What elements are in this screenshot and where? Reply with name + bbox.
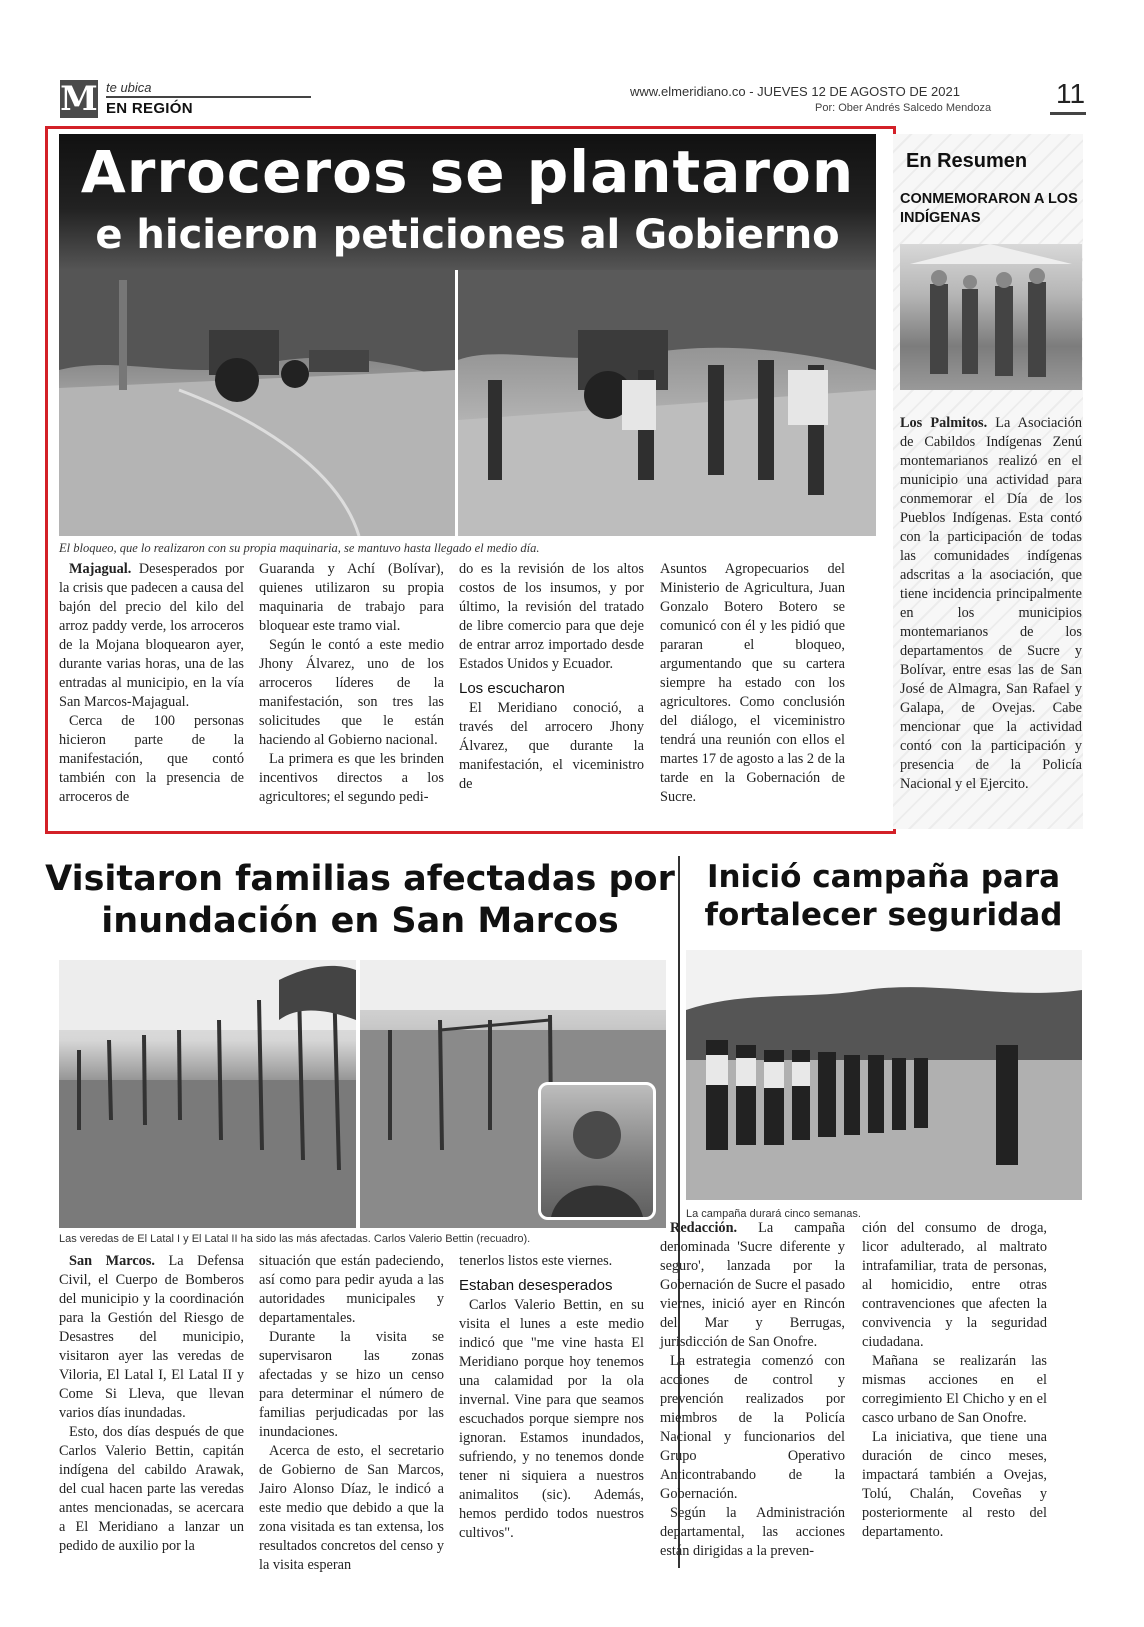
dateline: Majagual. (69, 561, 132, 577)
security-col-1-p2: La estrategia comenzó con acciones de control y prevención realizados por miembros de la Policía Nacional y funcionarios del Grupo Operativo Anticontrabando de la Gobernación. (660, 1353, 845, 1502)
main-headline-line-1: Arroceros se plantaron (80, 138, 855, 206)
byline: Por: Ober Andrés Salcedo Mendoza (815, 102, 992, 114)
security-col-1-p3: Según la Administración departamental, las acciones están dirigidas a la preven- (660, 1505, 845, 1559)
paragraph-text: La Defensa Civil, el Cuerpo de Bomberos del municipio y la coordinación para la Gestión del Riesgo de Desastres del municipio, visitaron ayer las veredas de Viloria, El Latal I, El Latal II y Come Si Lleva, que llevan varios días inundadas. (59, 1253, 244, 1421)
sidebar-text (900, 414, 1082, 794)
masthead-date: www.elmeridiano.co - JUEVES 12 DE AGOSTO DE 2021 (630, 84, 960, 99)
flood-col-3-p2: Carlos Valerio Bettin, en su visita el lunes a este medio indicó que "me vine hasta El Meridiano porque hoy tenemos una calamidad por la ola invernal. Vine para que seamos escuchados porque siempre nos ignoran. Estamos inundados, sufriendo, y no tenemos donde tener ni siquiera a nuestros animalitos (sic). Además, hemos perdido todos nuestros cultivos". (459, 1297, 644, 1541)
sidebar-title: En Resumen (906, 150, 1028, 172)
flood-photo-caption: Las veredas de El Latal I y El Latal II ha sido las más afectadas. Carlos Valerio Bettin (recuadro). (59, 1233, 531, 1245)
security-dateline: Redacción. (670, 1220, 738, 1236)
paragraph-text: La Asociación de Cabildos Indígenas Zenú montemarianos realizó en el municipio una actividad para conmemorar el Día de los Pueblos Indígenas. Esta contó con la participación de todas las comunidades indígenas adscritas a la asociación, que tiene incidencia principalmente en los municipios montemarianos de los departamentos de Sucre y Bolívar, entre esas las de San José de Almagra, San Rafael y Galapa, de Ovejas. Cabe mencionar que la actividad contó con la participación y presencia de la Policía Nacional y el Ejercito. (900, 415, 1082, 792)
security-headline: Inició campaña para fortalecer seguridad (704, 859, 1063, 933)
section-subtitle: te ubica (106, 80, 152, 95)
main-col-2-p2: Según le contó a este medio Jhony Álvarez, uno de los arroceros líderes de la manifestación, son tres las solicitudes que le están haciendo al Gobierno nacional. (259, 637, 444, 748)
main-col-3-p2: El Meridiano conoció, a través del arrocero Jhony Álvarez, que durante la manifestación, el viceministro de (459, 700, 644, 792)
main-col-2-p1: Guaranda y Achí (Bolívar), quienes utilizaron su propia maquinaria de trabajo para bloquear este tramo vial. (259, 561, 444, 634)
security-col-2-p1: ción del consumo de droga, licor adulterado, al maltrato intrafamiliar, trata de personas, al homicidio, entre otras contravenciones que afecten la convivencia y la seguridad ciudadana. (862, 1220, 1047, 1350)
flood-col-1-p2: Esto, dos días después de que Carlos Valerio Bettin, capitán indígena del cabildo Arawak, del cual hacen parte las veredas antes mencionadas, se acercara a El Meridiano a lanzar un pedido de auxilio por la (59, 1424, 244, 1554)
paragraph-text: La campaña denominada 'Sucre diferente y seguro', lanzada por la Gobernación de Sucre el pasado viernes, inició ayer en Rincón del Mar y Berrugas, jurisdicción de San Onofre. (660, 1220, 845, 1350)
flood-col-2-p1: situación que están padeciendo, así como para pedir ayuda a las autoridades municipales y departamentales. (259, 1253, 444, 1326)
main-col-1 (59, 560, 244, 807)
main-headline-line-2: e hicieron peticiones al Gobierno (95, 212, 840, 258)
photo-police-formation (686, 950, 1082, 1200)
security-col-2-p2: Mañana se realizarán las mismas acciones en el corregimiento El Chicho y en el casco urbano de San Onofre. (862, 1353, 1047, 1426)
paragraph-text: Desesperados por la crisis que padecen a causa del bajón del precio del kilo del arroz paddy verde, los arroceros de la Mojana bloquearon ayer, durante varias horas, una de las entradas al municipio, en la vía San Marcos-Majagual. (59, 561, 244, 710)
photo-indigenous-event-illustration (900, 244, 1082, 390)
main-col-1-p1 (59, 560, 244, 712)
photo-protesters-crowd-illustration (458, 270, 876, 536)
sidebar-paragraph (900, 414, 1082, 794)
section-name: EN REGIÓN (106, 100, 193, 117)
photo-inset-portrait (541, 1085, 653, 1217)
photo-flooded-fence (59, 960, 356, 1228)
photo-police-formation-illustration (686, 950, 1082, 1200)
main-subhead: Los escucharon (459, 680, 565, 697)
security-col-2-p3: La iniciativa, que tiene una duración de cinco meses, impactará también a Ovejas, Tolú, Chalán, Coveñas y posteriormente al resto del departamento. (862, 1429, 1047, 1540)
section-rule (106, 96, 311, 98)
security-col-1-p1 (660, 1219, 845, 1352)
security-col-2 (862, 1219, 1047, 1542)
flood-col-3-p1: tenerlos listos este viernes. (459, 1253, 613, 1269)
main-col-4-p1: Asuntos Agropecuarios del Ministerio de Agricultura, Juan Gonzalo Botero Botero se comunicó con él y les pidió que pararan el bloqueo, argumentando que su cartera siempre ha estado con los agricultores. Como conclusión del diálogo, el viceministro tendrá una reunión con ellos el martes 17 de agosto a las 2 de la tarde en la Gobernación de Sucre. (660, 561, 846, 805)
main-photo-caption: El bloqueo, que lo realizaron con su propia maquinaria, se mantuvo hasta llegado el medio día. (59, 541, 540, 555)
flood-col-3 (459, 1252, 644, 1543)
flood-dateline: San Marcos. (69, 1253, 155, 1269)
main-col-4 (660, 560, 845, 807)
photo-tractors-road (59, 270, 455, 536)
main-col-2-p3: La primera es que les brinden incentivos directos a los agricultores; el segundo pedi- (259, 751, 444, 805)
security-col-1 (660, 1219, 845, 1561)
flood-col-2-p2: Durante la visita se supervisaron las zonas afectadas y se hizo un censo para determinar el número de familias perjudicadas por las inundaciones. (259, 1329, 444, 1440)
newspaper-logo: M (60, 79, 98, 119)
photo-tractors-road-illustration (59, 270, 455, 536)
flood-headline: Visitaron familias afectadas por inundación en San Marcos (45, 859, 675, 941)
photo-protesters-crowd (458, 270, 876, 536)
photo-inset-carlos-valerio (538, 1082, 656, 1220)
main-col-3-p1: do es la revisión de los altos costos de los insumos, y por último, la revisión del tratado de libre comercio para que deje de entrar arroz importado desde Estados Unidos y Ecuador. (459, 561, 644, 672)
flood-col-1-p1 (59, 1252, 244, 1423)
flood-col-2 (259, 1252, 444, 1575)
flood-subhead: Estaban desesperados (459, 1277, 613, 1294)
security-photo-caption: La campaña durará cinco semanas. (686, 1208, 861, 1220)
sidebar-headline: CONMEMORARON A LOS INDÍGENAS (900, 191, 1078, 226)
main-col-2 (259, 560, 444, 807)
flood-col-2-p3: Acerca de esto, el secretario de Gobierno de San Marcos, Jairo Alonso Díaz, le indicó a este medio que debido a que la zona visitada es tan extensa, los resultados concretos del censo y la visita esperan (259, 1443, 444, 1573)
sidebar-dateline: Los Palmitos. (900, 415, 988, 431)
page-number-rule (1050, 112, 1086, 115)
main-col-3 (459, 560, 644, 794)
photo-indigenous-event (900, 244, 1082, 390)
main-col-1-p2: Cerca de 100 personas hicieron parte de la manifestación, que contó también con la presencia de arroceros de (59, 713, 244, 805)
photo-flooded-fence-illustration (59, 960, 356, 1228)
flood-col-1 (59, 1252, 244, 1556)
page-number: 11 (1056, 78, 1086, 109)
